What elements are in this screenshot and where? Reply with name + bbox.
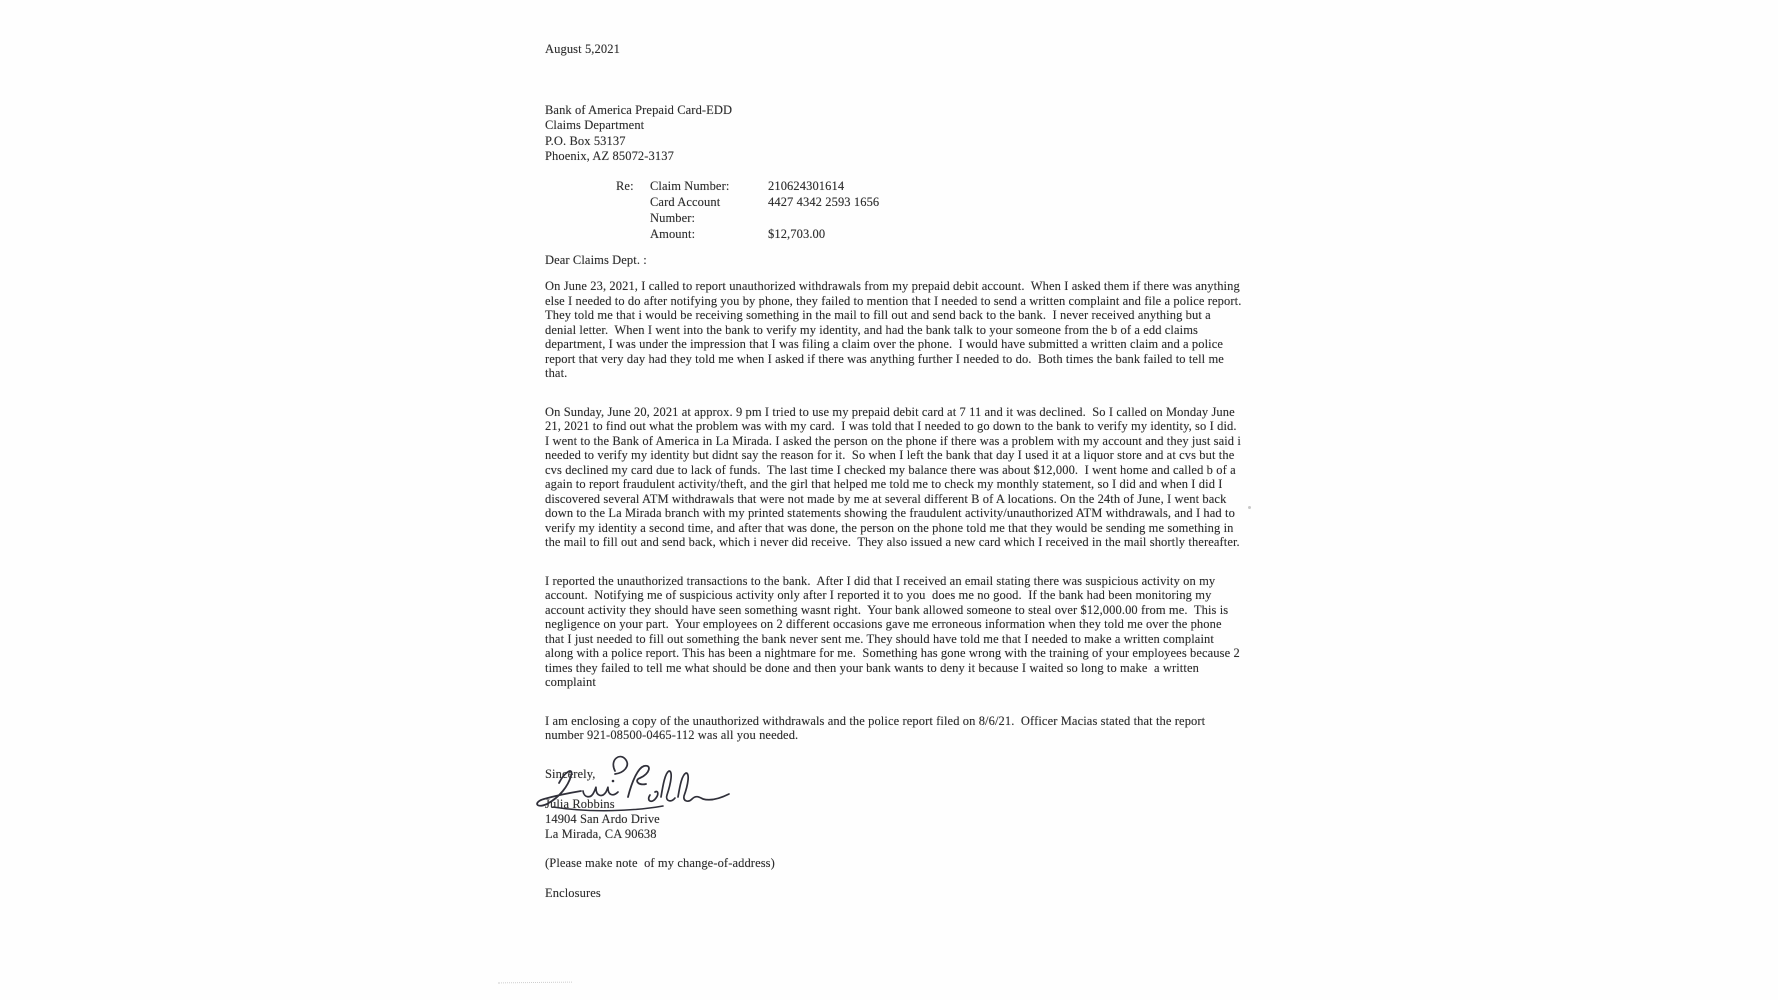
recipient-line: P.O. Box 53137 — [545, 133, 626, 148]
sender-name: Julia Robbins — [545, 797, 615, 811]
re-indent — [545, 194, 616, 226]
letter-date: August 5,2021 — [545, 42, 620, 56]
sender-street: 14904 San Ardo Drive — [545, 812, 660, 826]
recipient-line: Claims Department — [545, 118, 645, 132]
re-row-card-account-number — [545, 194, 1242, 226]
amount-label: Amount: — [650, 226, 696, 241]
recipient-address-block — [545, 103, 1242, 165]
re-label: Re: — [616, 178, 634, 193]
card-account-number-label: Card Account Number: — [650, 194, 727, 225]
re-label-spacer — [616, 194, 650, 226]
claim-number-value: 210624301614 — [768, 178, 845, 193]
body-paragraph-4: I am enclosing a copy of the unauthorized withdrawals and the police report filed on 8/6/21. Officer Macias stated that the report number 921-08500-0465-112 was all you needed. — [545, 713, 1209, 742]
body-paragraph-1: On June 23, 2021, I called to report unauthorized withdrawals from my prepaid debit account. When I asked them if there was anything else I needed to do after notifying you by phone, they failed to mention that I needed to send a written complaint and file a police report. They told me that i would be receiving something in the mail to fill out and send back to the bank. I never received anything but a denial letter. When I went into the bank to verify my identity, and had the bank talk to your someone from the b of a edd claims department, I was under the impression that I was filing a claim over the phone. I would have submitted a written claim and a police report that very day had they told me when I asked if there was anything further I needed to do. Both times the bank failed to tell me that. — [545, 279, 1248, 380]
sender-city: La Mirada, CA 90638 — [545, 827, 657, 841]
closing-block — [545, 767, 1242, 843]
letter-body — [545, 42, 1248, 900]
re-label-spacer — [616, 226, 650, 242]
scan-dot-artifact — [1248, 506, 1251, 509]
recipient-line: Phoenix, AZ 85072-3137 — [545, 149, 674, 163]
scan-artifact — [498, 979, 572, 984]
re-row-amount — [545, 226, 1242, 242]
body-paragraph-3: I reported the unauthorized transactions to the bank. After I did that I received an email stating there was suspicious activity on my account. Notifying me of suspicious activity only after I reported it to you does me no good. If the bank had been monitoring my account activity they should have seen something wasnt right. Your bank allowed someone to steal over $12,000.00 from me. This is negligence on your part. Your employees on 2 different occasions gave me erroneous information when they told me over the phone that I just needed to fill out something the bank never sent me. They should have told me that I needed to make a written complaint along with a police report. This has been a nightmare for me. Something has gone wrong with the training of your employees because 2 times they failed to tell me what should be done and then your bank wants to deny it because I waited so long to make a written complaint — [545, 573, 1244, 689]
change-of-address-note: (Please make note of my change-of-address) — [545, 856, 775, 870]
amount-value: $12,703.00 — [768, 226, 826, 241]
reference-block — [545, 178, 1242, 242]
enclosures-note: Enclosures — [545, 885, 601, 900]
claim-number-label: Claim Number: — [650, 178, 730, 193]
card-account-number-value: 4427 4342 2593 1656 — [768, 194, 880, 209]
re-indent — [545, 226, 616, 242]
closing-word: Sincerely, — [545, 766, 596, 781]
re-indent — [545, 178, 616, 194]
body-paragraph-2: On Sunday, June 20, 2021 at approx. 9 pm I tried to use my prepaid debit card at 7 11 and it was declined. So I called on Monday June 21, 2021 to find out what the problem was with my card. I was told that I needed to go down to the bank to verify my identity, so I did. I went to the Bank of America in La Mirada. I asked the person on the phone if there was a problem with my account and they just said i needed to verify my identity but didnt say the reason for it. So when I left the bank that day I used it at a liquor store and at cvs but the cvs declined my card due to lack of funds. The last time I checked my balance there was about $12,000. I went home and called b of a again to report fraudulent activity/theft, and the girl that helped me told me to check my monthly statement, so I did and when I did I discovered several ATM withdrawals that were not made by me at several different B of A locations. On the 24th of June, I went back down to the La Mirada branch with my printed statements showing the fraudulent activity/unauthorized ATM withdrawals, and I had to verify my identity a second time, and after that was done, the person on the phone told me that they would be sending me something in the mail to fill out and send back, which i never did receive. They also issued a new card which I received in the mail shortly thereafter. — [545, 404, 1245, 549]
sender-address-block — [545, 797, 1242, 842]
salutation: Dear Claims Dept. : — [545, 252, 647, 267]
recipient-line: Bank of America Prepaid Card-EDD — [545, 102, 733, 117]
re-row-claim-number — [545, 178, 1242, 194]
